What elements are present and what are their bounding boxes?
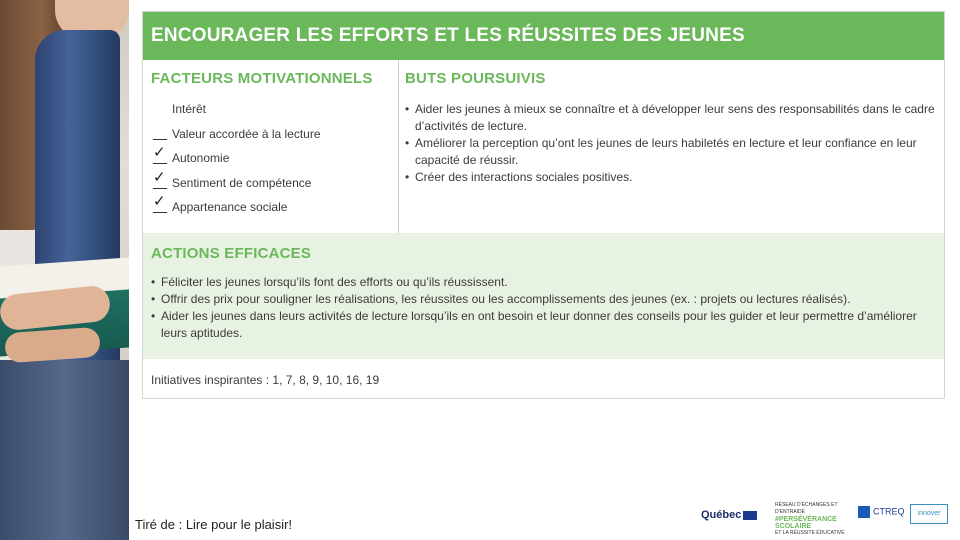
actions-list	[151, 274, 944, 342]
checkmark-icon: ✓	[153, 168, 166, 186]
background-photo	[0, 0, 129, 540]
goals-title: BUTS POURSUIVIS	[405, 70, 546, 87]
ctreq-logo	[858, 506, 905, 518]
goal-item: • Aider les jeunes à mieux se connaître et à développer leur sens des responsabilités dans le cadre d’activités de lecture.	[405, 101, 944, 135]
checkbox-blank-icon	[153, 139, 167, 140]
photo-jeans	[0, 360, 129, 540]
actions-title: ACTIONS EFFICACES	[151, 245, 312, 262]
goals-column	[399, 60, 944, 233]
ctreq-mark-icon	[858, 506, 870, 518]
actions-section	[143, 233, 944, 359]
factor-item	[151, 126, 398, 151]
card-title: ENCOURAGER LES EFFORTS ET LES RÉUSSITES DES JEUNES	[143, 12, 944, 60]
ctreq-logo-text: CTREQ	[873, 506, 905, 517]
goals-list	[405, 101, 944, 186]
goal-item: • Améliorer la perception qu’ont les jeunes de leurs habiletés en lecture et leur confiance en leur capacité de réussir.	[405, 135, 944, 169]
perseverance-logo	[775, 502, 845, 537]
factor-label: Sentiment de compétence	[172, 175, 312, 190]
top-row	[143, 60, 944, 233]
factors-title: FACTEURS MOTIVATIONNELS	[151, 70, 373, 87]
factor-item	[151, 168, 398, 200]
action-item: • Féliciter les jeunes lorsqu’ils font des efforts ou qu’ils réussissent.	[151, 274, 944, 291]
factor-label: Appartenance sociale	[172, 200, 288, 214]
checkbox-line-icon	[153, 188, 167, 189]
quebec-logo	[701, 509, 757, 521]
factor-label: Intérêt	[172, 102, 207, 116]
checkmark-icon: ✓	[153, 193, 166, 210]
info-card	[142, 11, 945, 399]
factors-column	[143, 60, 399, 233]
perseverance-logo-line: #PERSÉVÉRANCE SCOLAIRE	[775, 516, 837, 530]
factor-label: Valeur accordée à la lecture	[172, 126, 321, 141]
action-item: • Aider les jeunes dans leurs activités de lecture lorsqu’ils en ont besoin et leur donner des conseils pour les guider et leur permettre d’améliorer leurs aptitudes.	[151, 308, 944, 342]
innover-logo: innover	[910, 504, 948, 524]
source-caption: Tiré de : Lire pour le plaisir!	[135, 517, 293, 532]
perseverance-logo-line: RÉSEAU D’ÉCHANGES ET D’ENTRAIDE	[775, 502, 838, 515]
checkbox-line-icon	[153, 163, 167, 164]
factor-item	[151, 193, 398, 224]
initiatives-text: Initiatives inspirantes : 1, 7, 8, 9, 10, 16, 19	[151, 373, 380, 387]
factor-label: Autonomie	[172, 151, 230, 165]
checkbox-line-icon	[153, 212, 167, 213]
checkmark-icon: ✓	[153, 144, 166, 161]
goal-item: • Créer des interactions sociales positives.	[405, 169, 944, 186]
quebec-logo-text: Québec	[701, 509, 742, 521]
factor-item	[151, 144, 398, 175]
partner-logos	[690, 498, 960, 536]
fleurdelise-icon	[743, 511, 757, 520]
action-item: • Offrir des prix pour souligner les réalisations, les réussites ou les accomplissements des jeunes (ex. : projets ou lectures réalisés).	[151, 291, 944, 308]
factor-item	[151, 101, 398, 126]
perseverance-logo-line: ET LA RÉUSSITE ÉDUCATIVE	[775, 530, 845, 536]
